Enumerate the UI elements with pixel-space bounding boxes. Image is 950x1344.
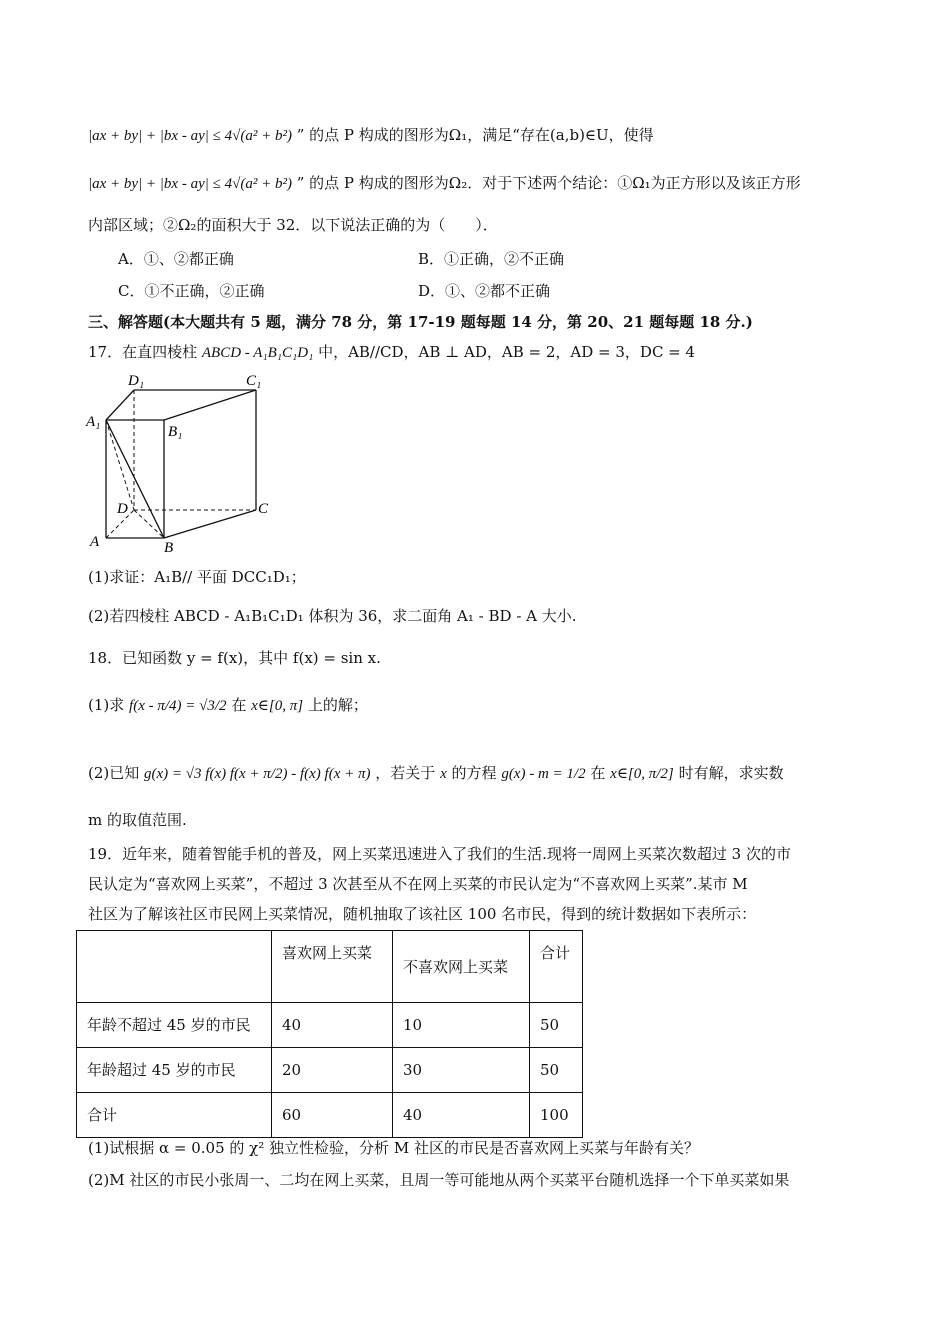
q16-option-a: A．①、②都正确 (118, 250, 234, 268)
table-cell: 40 (393, 1093, 530, 1138)
q16-option-c: C．①不正确，②正确 (118, 282, 265, 300)
q18-part-1-mid: 在 (231, 696, 247, 714)
q18-part-1 (88, 694, 368, 715)
table-header-cell: 不喜欢网上买菜 (393, 931, 530, 1003)
q16-option-d: D．①、②都不正确 (418, 282, 551, 300)
label-b: B (164, 540, 174, 556)
table-cell: 40 (272, 1003, 393, 1048)
table-cell: 年龄超过 45 岁的市民 (77, 1048, 272, 1093)
q18-part-2-function: g(x) = √3 f(x) f(x + π/2) - f(x) f(x + π) (144, 766, 371, 782)
table-cell: 合计 (77, 1093, 272, 1138)
table-cell: 50 (530, 1003, 583, 1048)
q18-part-1-domain: x∈[0, π] (251, 698, 304, 714)
q18-part-2-in: 在 (590, 764, 606, 782)
label-c1: C₁ (246, 373, 262, 389)
q19-part-2: (2)M 社区的市民小张周一、二均在网上买菜，且周一等可能地从两个买菜平台随机选择一个下单买菜如果 (88, 1171, 790, 1189)
q18-part-2-var: x (440, 766, 447, 782)
label-a: A (90, 534, 100, 550)
table-row (77, 1003, 583, 1048)
q18-part-1-prefix: (1)求 (88, 696, 125, 714)
q17-part-1: (1)求证：A₁B// 平面 DCC₁D₁； (88, 568, 306, 586)
q18-part-2-eq-prefix: 的方程 (451, 764, 497, 782)
table-header-cell (77, 931, 272, 1003)
q17-stem-conditions: 中，AB//CD，AB ⊥ AD，AB = 2，AD = 3，DC = 4 (318, 343, 696, 361)
q17-stem (88, 341, 695, 362)
q18-part-2-mid: ，若关于 (375, 764, 436, 782)
survey-table (76, 930, 583, 1138)
prism-figure (84, 370, 284, 560)
q16-line-1-text: ” 的点 P 构成的图形为Ω₁，满足“存在(a,b)∈U，使得 (296, 126, 654, 144)
q18-stem: 18．已知函数 y = f(x)，其中 f(x) = sin x. (88, 649, 381, 667)
section-3-heading: 三、解答题(本大题共有 5 题，满分 78 分，第 17-19 题每题 14 分，第 20、21 题每题 18 分.) (88, 313, 753, 331)
q18-part-2-suffix: 时有解，求实数 (678, 764, 784, 782)
table-header-row (77, 931, 583, 1003)
label-d: D (117, 501, 128, 517)
q16-line-1 (88, 124, 654, 145)
table-cell: 年龄不超过 45 岁的市民 (77, 1003, 272, 1048)
table-cell: 10 (393, 1003, 530, 1048)
q17-part-2: (2)若四棱柱 ABCD - A₁B₁C₁D₁ 体积为 36，求二面角 A₁ - BD - A 大小. (88, 607, 577, 625)
q18-part-2-prefix: (2)已知 (88, 764, 140, 782)
q17-stem-prefix: 17．在直四棱柱 (88, 343, 198, 361)
table-cell: 20 (272, 1048, 393, 1093)
q16-line-2-text: ” 的点 P 构成的图形为Ω₂．对于下述两个结论：①Ω₁为正方形以及该正方形 (296, 174, 801, 192)
q16-inequality-1: |ax + by| + |bx - ay| ≤ 4√(a² + b²) (88, 128, 292, 144)
q18-part-2-domain: x∈[0, π/2] (610, 766, 674, 782)
q16-inequality-2: |ax + by| + |bx - ay| ≤ 4√(a² + b²) (88, 176, 292, 192)
label-d1: D₁ (128, 373, 145, 389)
q16-line-3: 内部区域；②Ω₂的面积大于 32．以下说法正确的为（ ）． (88, 216, 498, 234)
q17-prism: ABCD - A₁B₁C₁D₁ (201, 345, 314, 361)
table-header-cell: 合计 (530, 931, 583, 1003)
table-cell: 100 (530, 1093, 583, 1138)
label-b1: B₁ (168, 424, 183, 440)
table-cell: 60 (272, 1093, 393, 1138)
q18-part-2-equation: g(x) - m = 1/2 (501, 766, 586, 782)
q18-part-1-equation: f(x - π/4) = √3/2 (129, 698, 227, 714)
q19-line-3: 社区为了解该社区市民网上买菜情况，随机抽取了该社区 100 名市民，得到的统计数据如下表所示： (88, 905, 757, 923)
label-c: C (258, 501, 269, 517)
q16-line-2 (88, 172, 801, 193)
table-cell: 30 (393, 1048, 530, 1093)
q18-part-2-line-2: m 的取值范围. (88, 811, 187, 829)
q18-part-1-suffix: 上的解； (307, 696, 368, 714)
table-row (77, 1048, 583, 1093)
table-cell: 50 (530, 1048, 583, 1093)
q19-line-1: 19．近年来，随着智能手机的普及，网上买菜迅速进入了我们的生活.现将一周网上买菜次数超过 3 次的市 (88, 845, 791, 863)
q18-part-2 (88, 762, 784, 783)
q19-line-2: 民认定为“喜欢网上买菜”，不超过 3 次甚至从不在网上买菜的市民认定为“不喜欢网上买菜”.某市 M (88, 875, 748, 893)
q19-part-1: (1)试根据 α = 0.05 的 χ² 独立性检验，分析 M 社区的市民是否喜欢网上买菜与年龄有关？ (88, 1139, 699, 1157)
label-a1: A₁ (86, 414, 101, 430)
table-row (77, 1093, 583, 1138)
table-header-cell: 喜欢网上买菜 (272, 931, 393, 1003)
q16-option-b: B．①正确，②不正确 (418, 250, 565, 268)
